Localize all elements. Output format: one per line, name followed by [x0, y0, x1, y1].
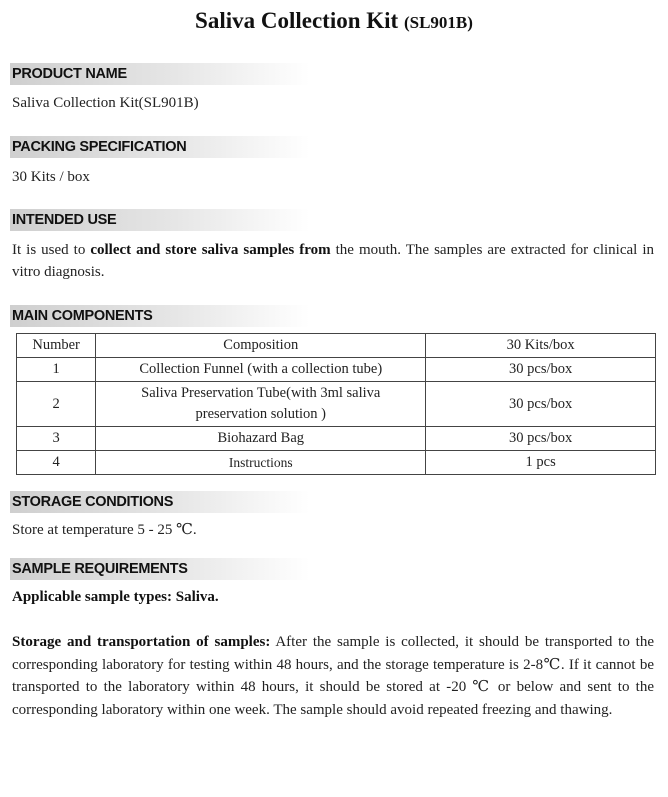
header-number: Number	[17, 334, 96, 358]
table-row	[17, 451, 656, 475]
row-number: 3	[17, 427, 96, 451]
storage-value: Store at temperature 5 - 25 ℃.	[12, 522, 197, 538]
section-main-components: MAIN COMPONENTS	[10, 305, 310, 327]
row-composition: Saliva Preservation Tube(with 3ml saliva preservation solution )	[96, 382, 426, 427]
intended-use-pre: It is used to	[12, 242, 91, 258]
row-number: 1	[17, 358, 96, 382]
table-header-row	[17, 334, 656, 358]
section-sample-requirements: SAMPLE REQUIREMENTS	[10, 558, 310, 580]
row-number: 4	[17, 451, 96, 475]
transport-label: Storage and transportation of samples:	[12, 634, 271, 650]
table-row	[17, 427, 656, 451]
row-composition: Instructions	[96, 451, 426, 475]
document-title	[0, 8, 668, 34]
intended-use-bold: collect and store saliva samples from	[90, 242, 331, 258]
components-table	[16, 333, 656, 475]
table-row	[17, 358, 656, 382]
table-row	[17, 382, 656, 427]
section-product-name: PRODUCT NAME	[10, 63, 310, 85]
row-quantity: 30 pcs/box	[426, 427, 656, 451]
row-quantity: 1 pcs	[426, 451, 656, 475]
section-packing: PACKING SPECIFICATION	[10, 136, 310, 158]
transport-text: After the sample is collected, it should be transported to the corresponding laboratory for testing within 48 hours, and the storage temperature is 2-8℃. If it cannot be transported to the laboratory within 48 hours, it should be stored at -20 ℃ or below and sent to the corresponding laboratory within one week. The sample should avoid repeated freezing and thawing.	[12, 634, 655, 718]
title-main: Saliva Collection Kit	[195, 8, 399, 33]
intended-use-post: the mouth. The samples are extracted for clinical in vitro diagnosis.	[12, 242, 654, 280]
header-composition: Composition	[96, 334, 426, 358]
section-storage: STORAGE CONDITIONS	[10, 491, 310, 513]
title-code: (SL901B)	[403, 13, 473, 32]
row-quantity: 30 pcs/box	[426, 358, 656, 382]
product-name-value: Saliva Collection Kit(SL901B)	[12, 95, 199, 111]
header-quantity: 30 Kits/box	[426, 334, 656, 358]
row-quantity: 30 pcs/box	[426, 382, 656, 427]
row-composition: Biohazard Bag	[96, 427, 426, 451]
packing-value: 30 Kits / box	[12, 169, 90, 185]
transport-paragraph	[12, 631, 654, 721]
row-number: 2	[17, 382, 96, 427]
intended-use-text	[12, 239, 654, 283]
section-intended-use: INTENDED USE	[10, 209, 310, 231]
sample-types: Applicable sample types: Saliva.	[12, 589, 219, 605]
row-composition: Collection Funnel (with a collection tube)	[96, 358, 426, 382]
